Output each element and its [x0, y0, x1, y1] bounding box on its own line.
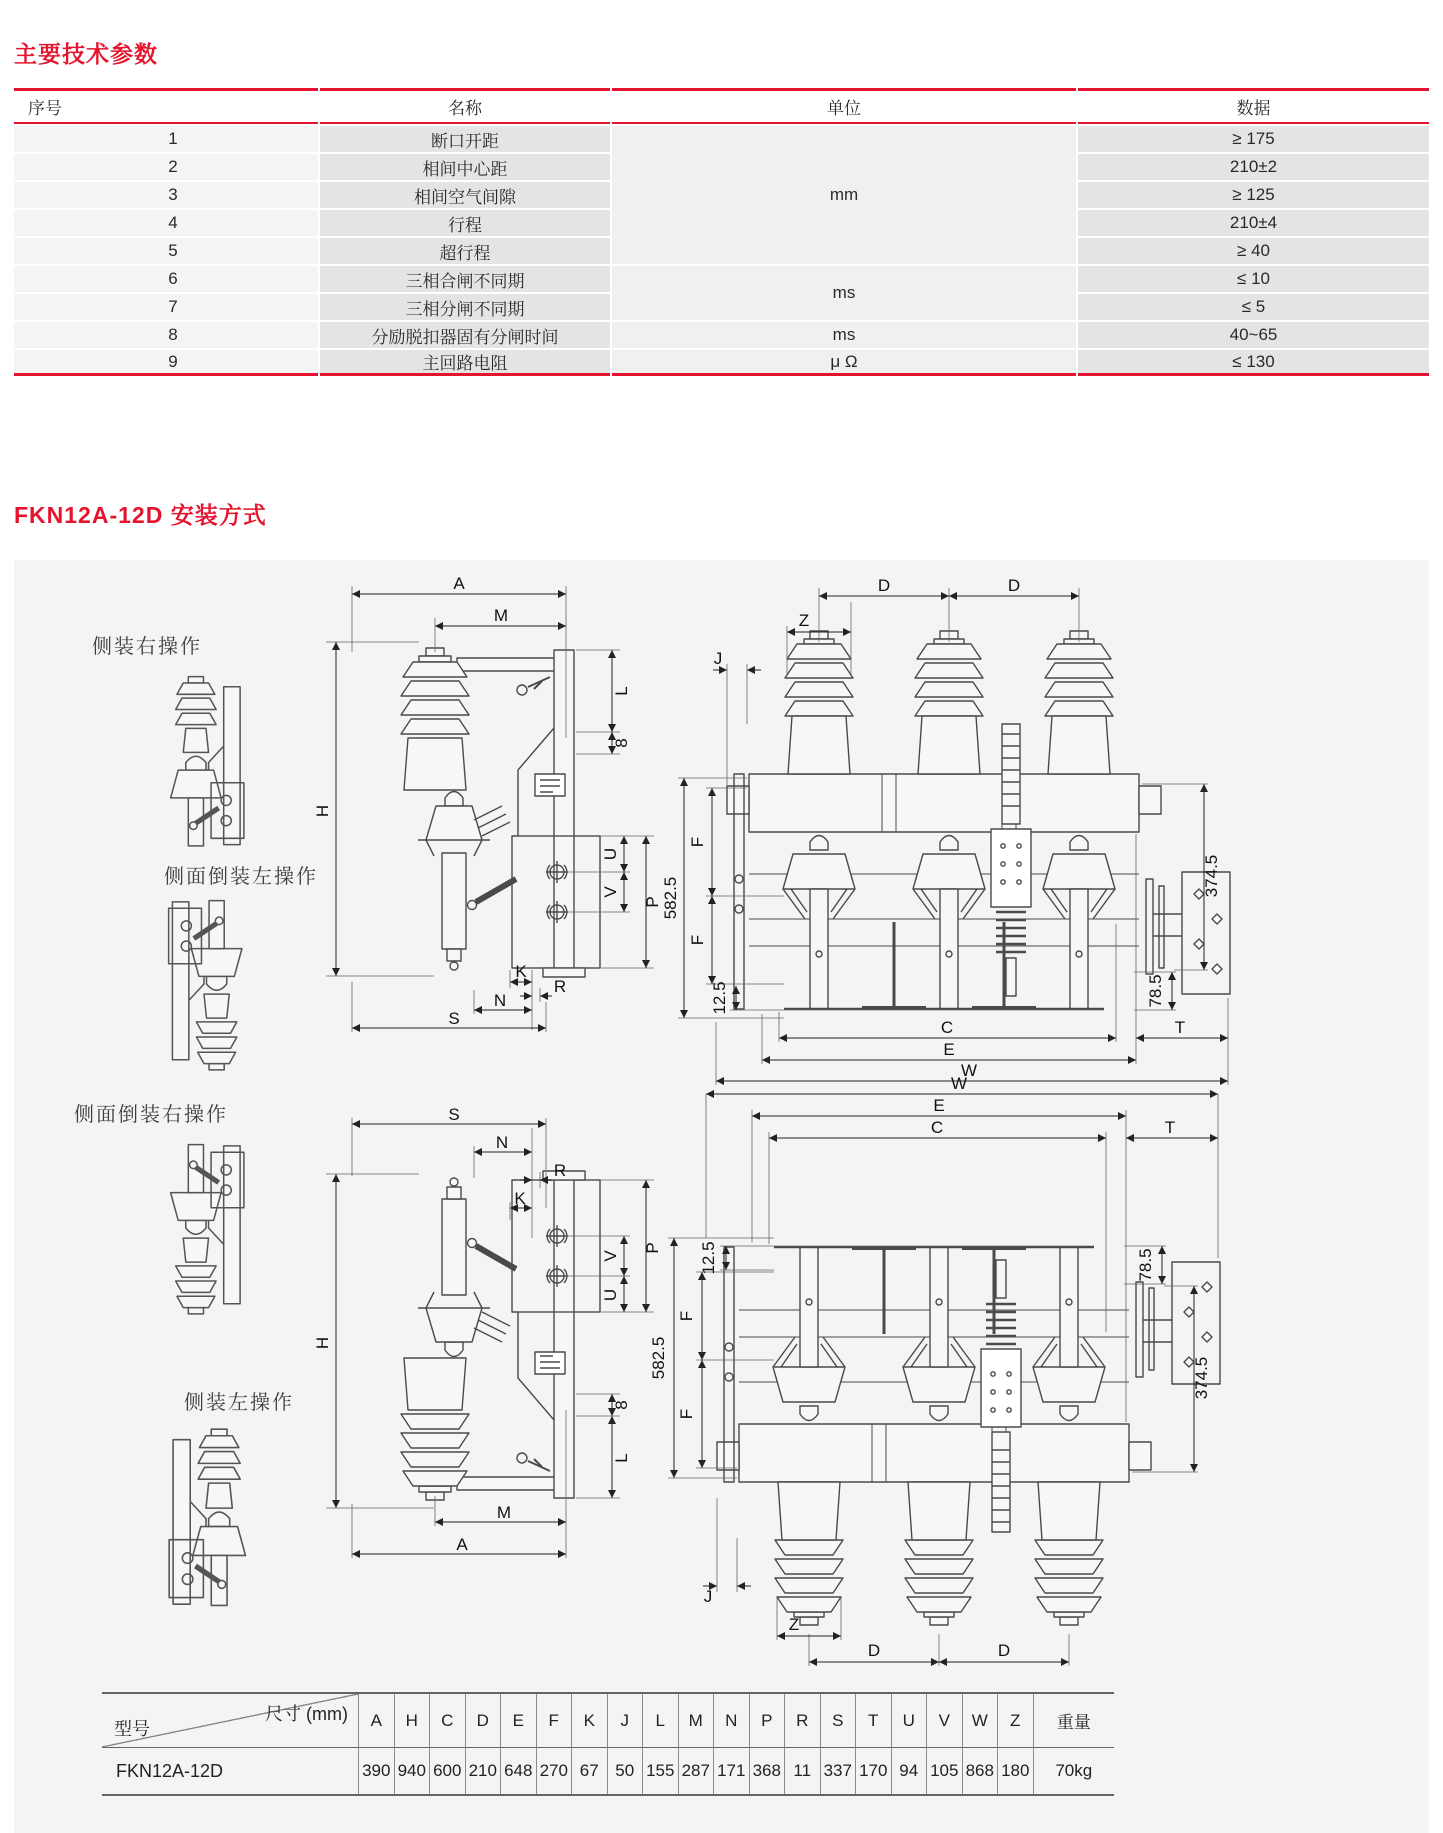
thumbnail-side-right	[154, 664, 258, 856]
size-value: 368	[749, 1748, 785, 1794]
cell-unit-ms: ms	[612, 322, 1076, 348]
dim-label-F: F	[677, 1408, 696, 1420]
parameters-table	[14, 88, 1429, 376]
dim-label-F: F	[677, 1310, 696, 1322]
size-col-header: S	[820, 1694, 856, 1748]
cell-data: 210±2	[1078, 154, 1429, 180]
caption-side-inverted-right-operation: 侧面倒装右操作	[74, 1104, 228, 1126]
size-col-header: D	[465, 1694, 501, 1748]
drawing-side-view-top	[313, 574, 664, 1036]
size-col-header: L	[642, 1694, 678, 1748]
dim-label-S: S	[448, 1009, 460, 1028]
dim-label-U: U	[601, 1288, 620, 1302]
dim-label-W: W	[950, 1074, 968, 1093]
dim-label-E: E	[943, 1040, 955, 1059]
cell-no: 3	[14, 182, 318, 208]
size-value: 50	[607, 1748, 643, 1794]
cell-name: 三相合闸不同期	[320, 266, 610, 292]
thumbnail-side-inverted-right	[154, 1132, 258, 1324]
cell-no: 7	[14, 294, 318, 320]
dim-label-M: M	[493, 606, 509, 625]
cell-name: 断口开距	[320, 126, 610, 152]
col-header-unit: 单位	[612, 88, 1076, 124]
size-value: 70kg	[1033, 1748, 1115, 1794]
dim-label-T: T	[1174, 1018, 1186, 1037]
size-row-model: FKN12A-12D	[116, 1760, 224, 1781]
size-value: 600	[429, 1748, 465, 1794]
size-col-header: J	[607, 1694, 643, 1748]
cell-data: ≥ 125	[1078, 182, 1429, 208]
dim-label-F: F	[688, 934, 707, 946]
dim-label-K: K	[515, 962, 527, 981]
dimensions-table-corner	[102, 1694, 358, 1748]
size-value: 287	[678, 1748, 714, 1794]
cell-unit-ms: ms	[612, 266, 1076, 320]
dim-label-D: D	[1007, 576, 1021, 595]
cell-no: 9	[14, 350, 318, 376]
cell-data: ≤ 5	[1078, 294, 1429, 320]
cell-no: 1	[14, 126, 318, 152]
dim-label-H: H	[313, 804, 332, 818]
dim-label-R: R	[553, 977, 567, 996]
size-col-header: T	[855, 1694, 891, 1748]
cell-name: 超行程	[320, 238, 610, 264]
corner-label-size: 尺寸 (mm)	[265, 1704, 348, 1724]
dim-label-S: S	[448, 1105, 460, 1124]
dim-label-E: E	[933, 1096, 945, 1115]
dim-label-J: J	[713, 649, 723, 668]
size-col-header: N	[713, 1694, 749, 1748]
cell-data: 40~65	[1078, 322, 1429, 348]
dimensions-table	[102, 1692, 1114, 1796]
cell-no: 6	[14, 266, 318, 292]
dim-label-U: U	[601, 847, 620, 861]
size-value: 180	[997, 1748, 1033, 1794]
size-col-header: W	[962, 1694, 998, 1748]
dim-label-A: A	[456, 1535, 468, 1554]
size-col-header: F	[536, 1694, 572, 1748]
drawing-side-view-bottom	[313, 1105, 664, 1578]
dim-label-H: H	[313, 1336, 332, 1350]
dim-label-Z: Z	[788, 1615, 800, 1634]
cell-data: ≥ 175	[1078, 126, 1429, 152]
cell-no: 4	[14, 210, 318, 236]
dim-label-C: C	[930, 1118, 944, 1137]
size-col-header: A	[358, 1694, 394, 1748]
cell-name: 行程	[320, 210, 610, 236]
size-col-header: E	[500, 1694, 536, 1748]
size-col-header: K	[571, 1694, 607, 1748]
dim-label-582: 582.5	[649, 1336, 668, 1380]
size-value: 270	[536, 1748, 572, 1794]
cell-no: 2	[14, 154, 318, 180]
dim-label-8: 8	[612, 1400, 631, 1410]
dim-label-582: 582.5	[661, 876, 680, 920]
dim-label-K: K	[514, 1189, 526, 1208]
page-title-parameters: 主要技术参数	[14, 41, 158, 67]
size-value: 155	[642, 1748, 678, 1794]
size-value: 170	[855, 1748, 891, 1794]
drawing-front-view-bottom	[644, 1074, 1224, 1698]
dim-label-V: V	[601, 1250, 620, 1262]
cell-no: 8	[14, 322, 318, 348]
size-value: 940	[394, 1748, 430, 1794]
size-col-header: U	[891, 1694, 927, 1748]
size-col-header: H	[394, 1694, 430, 1748]
size-col-header: P	[749, 1694, 785, 1748]
dim-label-V: V	[601, 886, 620, 898]
size-value: 337	[820, 1748, 856, 1794]
dim-label-12: 12.5	[710, 981, 729, 1015]
dim-label-D: D	[877, 576, 891, 595]
size-col-header: C	[429, 1694, 465, 1748]
caption-side-inverted-left-operation: 侧面倒装左操作	[164, 866, 318, 888]
size-value: 648	[500, 1748, 536, 1794]
caption-side-right-operation: 侧装右操作	[92, 636, 202, 658]
size-col-header: R	[784, 1694, 820, 1748]
size-col-header-weight: 重量	[1033, 1694, 1115, 1748]
dim-label-N: N	[495, 1133, 509, 1152]
cell-name: 分励脱扣器固有分闸时间	[320, 322, 610, 348]
col-header-data: 数据	[1078, 88, 1429, 124]
size-col-header: M	[678, 1694, 714, 1748]
dim-label-M: M	[496, 1503, 512, 1522]
installation-drawings-panel	[14, 560, 1429, 1833]
col-header-name: 名称	[320, 88, 610, 124]
dim-label-P: P	[643, 1242, 662, 1254]
cell-data: 210±4	[1078, 210, 1429, 236]
dim-label-78: 78.5	[1136, 1248, 1155, 1282]
cell-name: 三相分闸不同期	[320, 294, 610, 320]
dim-label-C: C	[940, 1018, 954, 1037]
dim-label-Z: Z	[798, 611, 810, 630]
dim-label-374: 374.5	[1192, 1356, 1211, 1400]
page-title-installation: FKN12A-12D 安装方式	[14, 502, 267, 528]
dim-label-R: R	[553, 1161, 567, 1180]
col-header-no: 序号	[14, 88, 318, 124]
dim-label-L: L	[612, 686, 631, 696]
cell-name: 相间中心距	[320, 154, 610, 180]
corner-label-model: 型号	[114, 1719, 150, 1739]
dim-label-W: W	[960, 1061, 978, 1080]
size-value: 171	[713, 1748, 749, 1794]
cell-data: ≤ 10	[1078, 266, 1429, 292]
cell-no: 5	[14, 238, 318, 264]
dim-label-T: T	[1164, 1118, 1176, 1137]
dim-label-D: D	[867, 1641, 881, 1660]
size-value: 94	[891, 1748, 927, 1794]
cell-unit-mm: mm	[612, 126, 1076, 264]
size-col-header: Z	[997, 1694, 1033, 1748]
dim-label-78: 78.5	[1146, 974, 1165, 1008]
cell-name: 相间空气间隙	[320, 182, 610, 208]
dim-label-D: D	[997, 1641, 1011, 1660]
size-value: 210	[465, 1748, 501, 1794]
size-value: 868	[962, 1748, 998, 1794]
caption-side-left-operation: 侧装左操作	[184, 1392, 294, 1414]
drawing-front-view-top	[654, 574, 1234, 1089]
cell-unit-microohm: μ Ω	[612, 350, 1076, 376]
dim-label-F: F	[688, 836, 707, 848]
size-col-header: V	[926, 1694, 962, 1748]
thumbnail-side-left	[154, 1416, 258, 1616]
dim-label-N: N	[493, 991, 507, 1010]
size-value: 11	[784, 1748, 820, 1794]
cell-data: ≥ 40	[1078, 238, 1429, 264]
dim-label-12: 12.5	[699, 1241, 718, 1275]
dim-label-A: A	[453, 574, 465, 593]
dim-label-374: 374.5	[1202, 854, 1221, 898]
size-value: 67	[571, 1748, 607, 1794]
size-value: 105	[926, 1748, 962, 1794]
thumbnail-side-inverted-left	[152, 888, 256, 1080]
cell-data: ≤ 130	[1078, 350, 1429, 376]
size-value: 390	[358, 1748, 394, 1794]
dim-label-L: L	[612, 1453, 631, 1463]
dim-label-P: P	[643, 896, 662, 908]
dim-label-J: J	[703, 1587, 713, 1606]
dim-label-8: 8	[612, 738, 631, 748]
cell-name: 主回路电阻	[320, 350, 610, 376]
